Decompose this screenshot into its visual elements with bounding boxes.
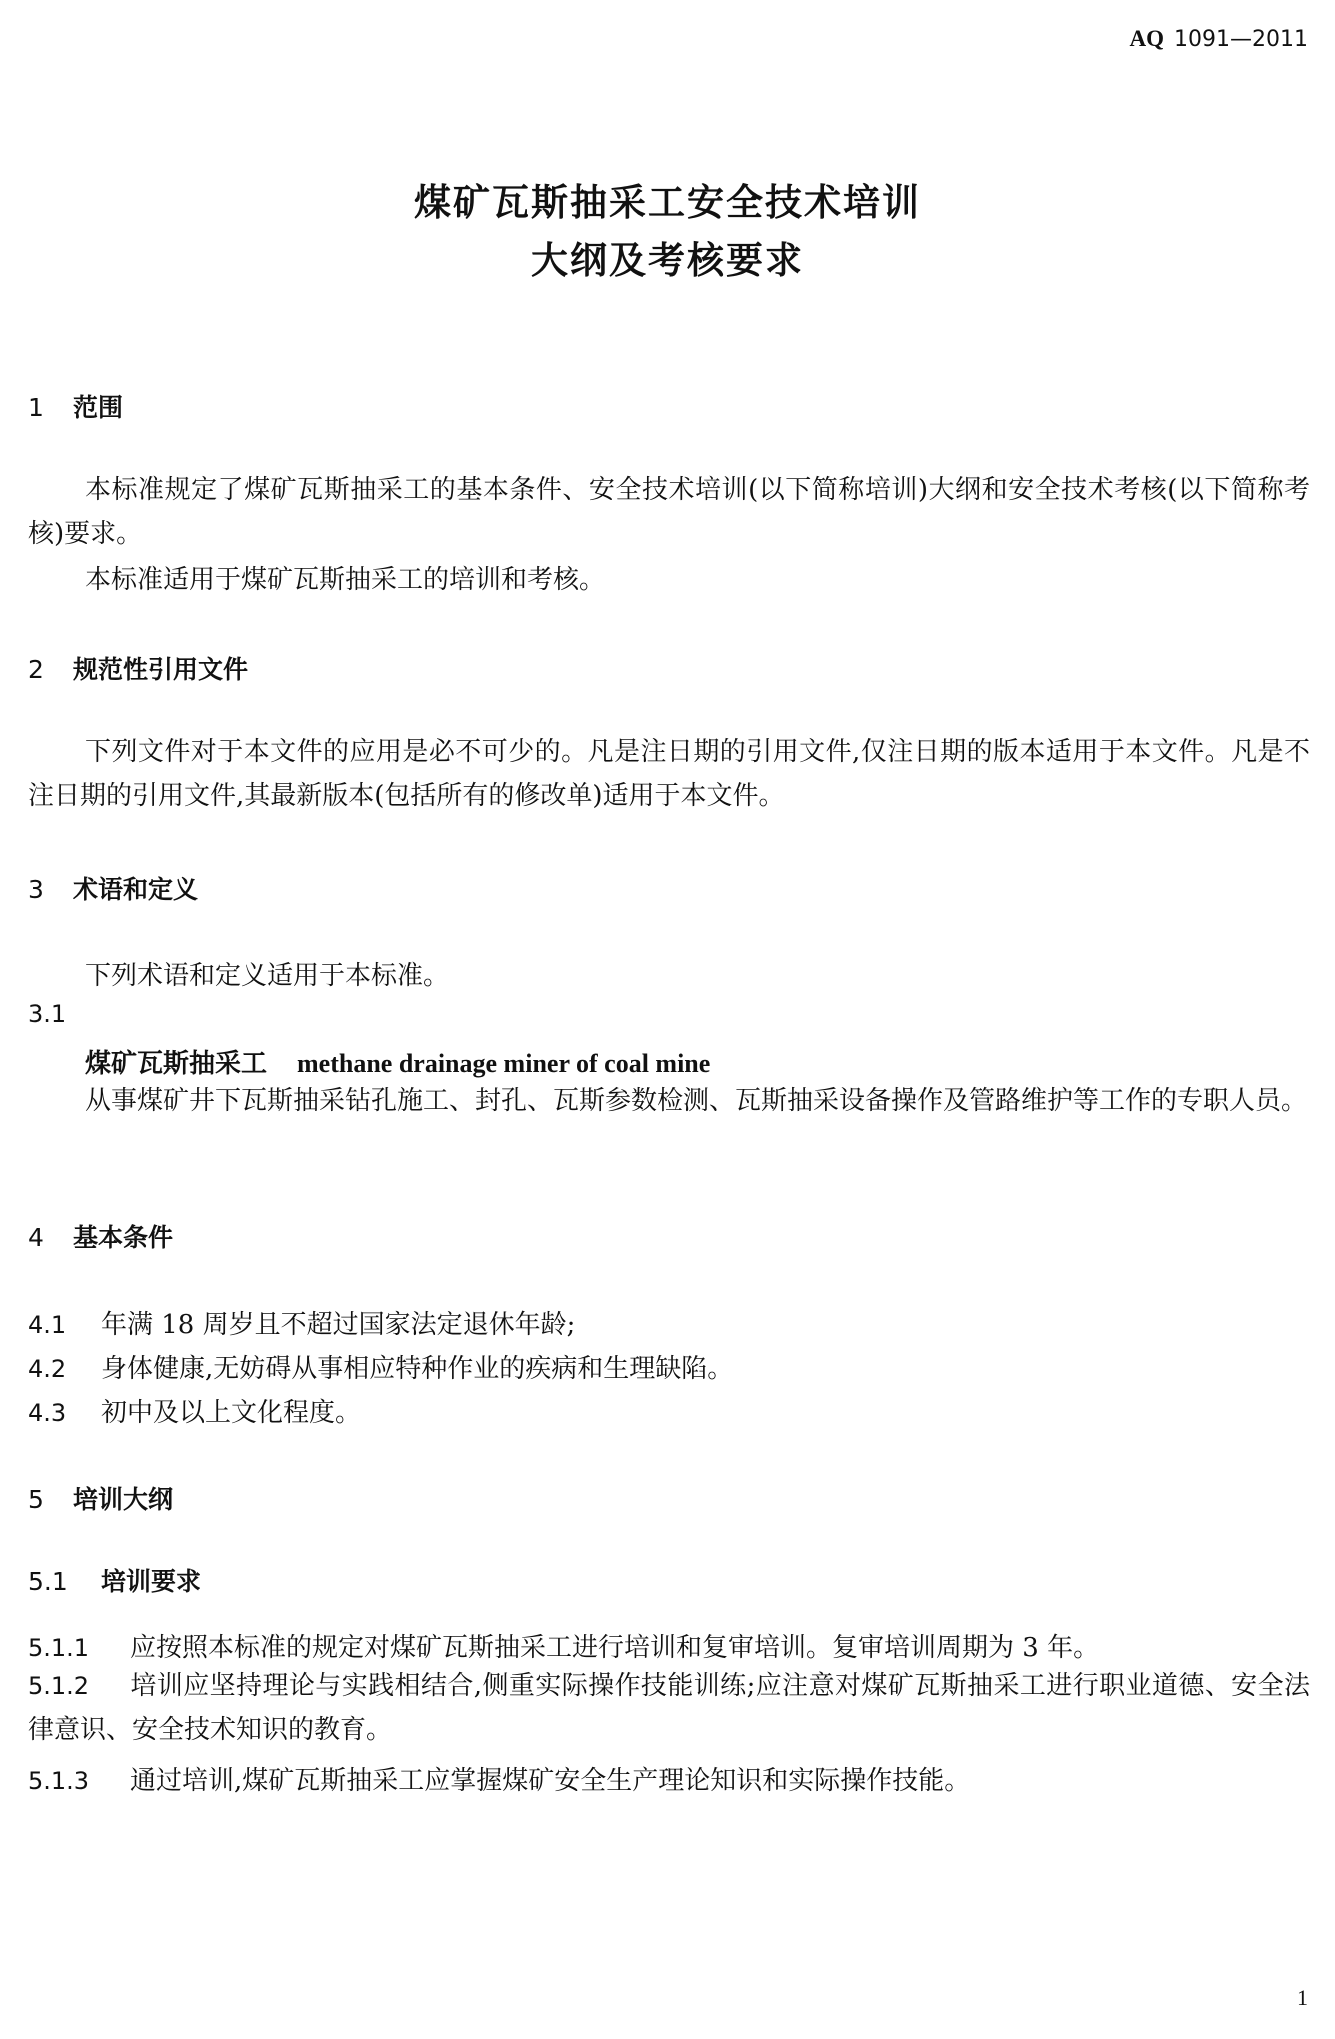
sec1-paragraph-2: 本标准适用于煤矿瓦斯抽采工的培训和考核。 — [85, 565, 606, 595]
section-heading-4 — [28, 1218, 173, 1254]
section-heading-3 — [28, 870, 198, 906]
term-english: methane drainage miner of coal mine — [297, 1049, 711, 1078]
section-title: 规范性引用文件 — [73, 655, 249, 684]
item-text: 培训应坚持理论与实践相结合,侧重实际操作技能训练;应注意对煤矿瓦斯抽采工进行职业道德、安全法律意识、安全技术知识的教育。 — [28, 1671, 1310, 1745]
section-number: 2 — [28, 655, 44, 684]
item-text: 通过培训,煤矿瓦斯抽采工应掌握煤矿安全生产理论知识和实际操作技能。 — [130, 1766, 971, 1796]
term-chinese: 煤矿瓦斯抽采工 — [85, 1049, 268, 1079]
page-number: 1 — [1297, 1985, 1308, 2010]
item-number: 5.1.3 — [28, 1767, 90, 1795]
section-heading-1 — [28, 388, 123, 424]
sec1-paragraph-1: 本标准规定了煤矿瓦斯抽采工的基本条件、安全技术培训(以下简称培训)大纲和安全技术考核(以下简称考核)要求。 — [28, 475, 1310, 549]
list-item — [28, 1392, 361, 1429]
section-number: 3 — [28, 875, 44, 904]
standard-number: 1091—2011 — [1174, 27, 1308, 52]
section-number: 5 — [28, 1485, 44, 1514]
section-title: 范围 — [73, 393, 124, 422]
sec3-paragraph-1: 下列术语和定义适用于本标准。 — [85, 961, 450, 991]
list-item — [28, 1664, 1310, 1752]
item-number: 4.2 — [28, 1355, 67, 1383]
term-definition: 从事煤矿井下瓦斯抽采钻孔施工、封孔、瓦斯参数检测、瓦斯抽采设备操作及管路维护等工作的专职人员。 — [85, 1086, 1308, 1116]
item-text: 身体健康,无妨碍从事相应特种作业的疾病和生理缺陷。 — [101, 1354, 734, 1384]
document-title-line1: 煤矿瓦斯抽采工安全技术培训 — [414, 181, 921, 224]
term-entry — [85, 1043, 710, 1080]
document-title-line2: 大纲及考核要求 — [531, 239, 804, 282]
list-item — [28, 1304, 575, 1341]
item-text: 年满 18 周岁且不超过国家法定退休年龄; — [101, 1310, 576, 1340]
item-number: 5.1.1 — [28, 1634, 90, 1662]
sec2-paragraph-1: 下列文件对于本文件的应用是必不可少的。凡是注日期的引用文件,仅注日期的版本适用于本文件。凡是不注日期的引用文件,其最新版本(包括所有的修改单)适用于本文件。 — [28, 737, 1310, 811]
term-number: 3.1 — [28, 1000, 67, 1028]
list-item — [28, 1760, 970, 1797]
list-item — [28, 1348, 733, 1385]
section-title: 术语和定义 — [73, 875, 199, 904]
section-title: 培训大纲 — [73, 1485, 174, 1514]
item-text: 初中及以上文化程度。 — [101, 1398, 362, 1428]
item-number: 5.1.2 — [28, 1672, 90, 1700]
section-title: 基本条件 — [73, 1223, 174, 1252]
standard-prefix: AQ — [1129, 26, 1165, 51]
section-number: 4 — [28, 1223, 44, 1252]
item-text: 应按照本标准的规定对煤矿瓦斯抽采工进行培训和复审培训。复审培训周期为 3 年。 — [130, 1633, 1100, 1663]
section-number: 1 — [28, 393, 44, 422]
item-number: 4.3 — [28, 1399, 67, 1427]
subsection-title: 培训要求 — [101, 1567, 202, 1596]
section-heading-2 — [28, 650, 248, 686]
document-code — [1130, 26, 1308, 52]
section-heading-5 — [28, 1480, 173, 1516]
subsection-number: 5.1 — [28, 1567, 68, 1596]
list-item — [28, 1627, 1099, 1664]
item-number: 4.1 — [28, 1311, 67, 1339]
subsection-heading-5-1 — [28, 1562, 201, 1598]
